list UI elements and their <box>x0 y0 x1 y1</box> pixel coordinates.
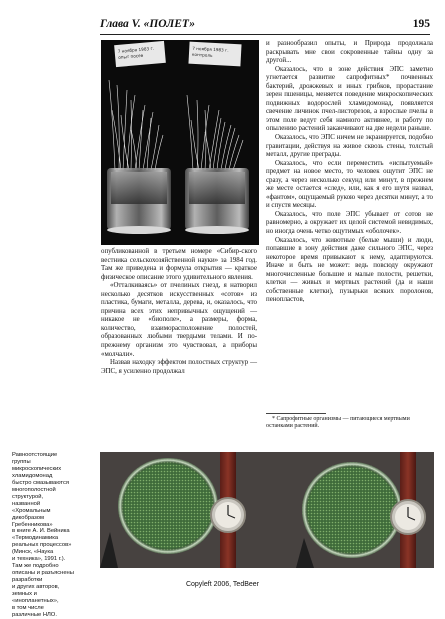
caption-line: хламидомонад <box>12 472 53 479</box>
paragraph: и разнообразил опыты, и Природа продолжала раскрывать мне свои сокровенные тайны одну за другой... <box>266 40 433 65</box>
caption-line: Там же подробно <box>12 563 59 570</box>
paragraph: Оказалось, что ЭПС ничем не экранируется, подобно гравитации, действуя на живое сквозь стены, толстый металл, другие преграды. <box>266 134 433 159</box>
svg-text:7 ноября 1983 г.: 7 ноября 1983 г. <box>192 45 229 53</box>
chapter-title: Глава V. «ПОЛЕТ» <box>100 18 195 30</box>
caption-line: «инопланетных», <box>12 598 59 605</box>
copyright-footer: Copyleft 2006, TedBeer <box>185 581 260 588</box>
caption-line: «Хромальным <box>12 507 51 514</box>
paragraph: Оказалось, что животные (белые мыши) и люди, попавшие в зону действия даже сильного ЭПС, через некоторое время привыкают к нему, адаптируются. Иначе и быть не может: ведь повсюду окружают многочисленные большие и малые полости, решетки, клетки — живых и мертвых растений (да и наши собственные клетки), пузырьки всяких поролонов, пенопластов, <box>266 236 433 304</box>
caption-line: микроскопических <box>12 465 62 472</box>
left-text-column <box>101 248 257 376</box>
caption-line: быстро смазываются <box>12 479 70 486</box>
caption-line: многополостной <box>12 486 56 493</box>
caption-line: дикобразом <box>12 514 44 521</box>
paragraph: Оказалось, что поле ЭПС убывает от сотов не равномерно, а окружает их целой системой невидимых, но иногда очень четко ощутимых «оболочек». <box>266 210 433 236</box>
photo-wheat-jars <box>101 40 259 245</box>
footnote-divider <box>266 413 326 414</box>
running-header <box>100 18 430 35</box>
photo-watches-petri-dishes <box>100 452 434 568</box>
caption-line: различные НЛО. <box>12 611 57 618</box>
page-number: 195 <box>412 18 430 30</box>
caption-line: названной <box>12 500 41 507</box>
caption-line: (Минск, «Наука <box>12 549 54 556</box>
caption-line: в книге А. И. Вейника <box>12 528 70 535</box>
svg-text:контроль: контроль <box>191 51 213 58</box>
footnote-text: * Сапрофитные организмы — питающиеся мертвыми останками растений. <box>266 416 410 430</box>
caption-line: и других авторов, <box>12 584 60 591</box>
right-text-column <box>266 40 433 305</box>
caption-line: земных и <box>12 591 37 598</box>
paragraph: «Отталкиваясь» от пчелиных гнезд, я натворил несколько десятков искусственных «сотов» из пластика, бумаги, металла, дерева, и, оказалось, что причина всех этих непривычных ощущений — никакое не «биополе», а размеры, форма, количество, взаиморасположение полостей, образованных любыми твердыми телами. И по-прежнему организм это чувствовал, а приборы «молчали». <box>101 282 257 358</box>
svg-text:7 ноября 1983 г.: 7 ноября 1983 г. <box>117 45 155 54</box>
caption-line: Гребенникова» <box>12 521 53 528</box>
caption-line: «Термодинамика <box>12 535 59 542</box>
footnote <box>266 416 433 430</box>
caption-line: в том числе <box>12 604 44 611</box>
paragraph: Оказалось, что если переместить «испытуемый» предмет на новое место, то человек ощутит ЭПС не сразу, а через несколько секунд или минут, в прежнем же месте остается «след», или, как я его шутя назвал, «фантом», ощущаемый рукою через десятки минут, а то и спустя месяцы. <box>266 159 433 210</box>
caption-line: разработки <box>12 577 43 584</box>
paragraph: Назвав находку эффектом полостных структур — ЭПС, я усиленно продолжал <box>101 359 257 375</box>
paragraph: Оказалось, что в зоне действия ЭПС заметно угнетается развитие сапрофитных* почвенных бактерий, дрожжевых и иных грибков, прорастание зерен пшеницы, меняется поведение микроскопических подвижных водорослей хламидомонад, появляется свечение личинок пчел-листорезов, а взрослые пчелы в этом поле ведут себя намного активнее, и работу по опылению растений заканчивают на две недели раньше. <box>266 65 433 133</box>
caption-line: Равноотстоящие <box>12 452 58 458</box>
svg-text:опыт посев: опыт посев <box>117 52 144 60</box>
caption-line: группы <box>12 458 31 465</box>
caption-line: структурой, <box>12 493 44 500</box>
caption-line: и техника», 1991 г.). <box>12 556 66 563</box>
paragraph: опубликованной в третьем номере «Сибир-ского вестника сельскохозяйственной науки» за 1984 год. Там же приведена и формула открытия — краткое физическое описание этого удивительного явления. <box>101 248 257 281</box>
photo-caption <box>12 452 96 619</box>
caption-line: описаны и разъяснены <box>12 570 74 577</box>
caption-line: реальных процессов» <box>12 542 72 549</box>
